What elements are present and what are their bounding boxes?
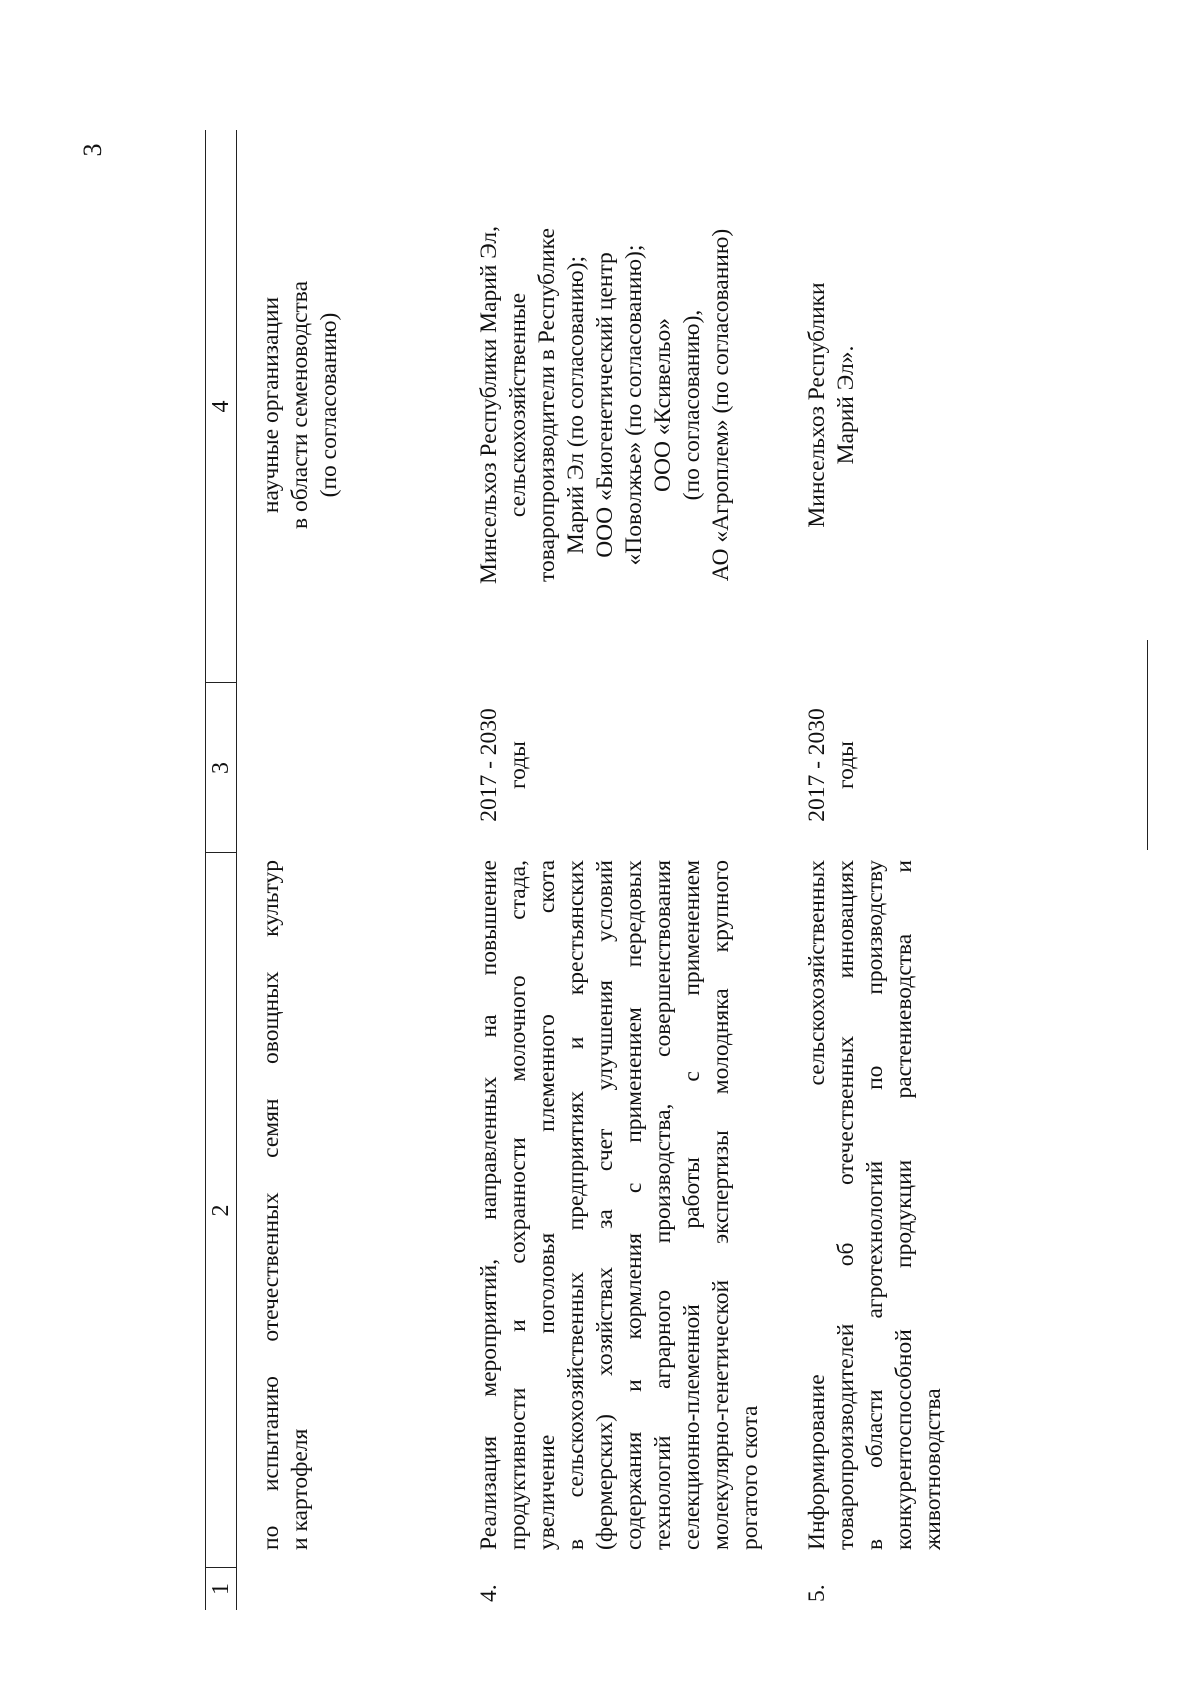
period-line: годы	[833, 741, 859, 789]
table-header-row	[205, 130, 237, 1610]
description-line: (фермерских) хозяйствах за счет улучшения условий	[592, 860, 618, 1550]
description-line: увеличение поголовья племенного скота	[534, 860, 560, 1550]
period-line: годы	[505, 741, 531, 789]
description-line: в сельскохозяйственных предприятиях и крестьянских	[563, 860, 589, 1550]
executor-line: Минсельхоз Республики	[804, 282, 830, 528]
description-line: товаропроизводителей об отечественных инновациях	[833, 860, 859, 1550]
description-line: содержания и кормления с применением передовых	[621, 860, 647, 1550]
row-number: 4.	[476, 1584, 502, 1602]
implementation-period	[475, 680, 533, 850]
measure-description	[803, 860, 948, 1550]
executor-line: сельскохозяйственные	[505, 292, 531, 518]
description-line: Реализация мероприятий, направленных на повышение	[476, 860, 502, 1550]
executor-line: (по согласованию)	[316, 312, 342, 498]
executor-line: Марий Эл».	[833, 345, 859, 465]
description-line: Информирование сельскохозяйственных	[804, 860, 830, 1550]
header-col-1: 1	[206, 1567, 236, 1610]
description-line: конкурентоспособной продукции растениеводства и	[891, 860, 917, 1550]
executor-line: «Поволжье» (по согласованию);	[621, 244, 647, 566]
measure-description	[475, 860, 765, 1550]
description-line: в области агротехнологий по производству	[862, 860, 888, 1550]
executor-line: (по согласованию),	[679, 309, 705, 501]
responsible-executors	[803, 135, 861, 675]
header-col-2: 2	[206, 852, 236, 1568]
measure-description	[257, 860, 315, 1550]
executor-line: в области семеноводства	[287, 280, 313, 530]
description-line: и картофеля	[287, 1428, 313, 1550]
description-line: рогатого скота	[737, 1405, 763, 1550]
executor-line: Минсельхоз Республики Марий Эл,	[476, 225, 502, 585]
executor-line: Марий Эл (по согласованию);	[563, 255, 589, 555]
rotated-table-container	[205, 130, 1105, 1610]
description-line: молекулярно-генетической экспертизы молодняка крупного	[708, 860, 734, 1550]
responsible-executors	[475, 135, 736, 675]
description-line: продуктивности и сохранности молочного стада,	[505, 860, 531, 1550]
description-line: технологий аграрного производства, совершенствования	[650, 860, 676, 1550]
description-line: животноводства	[920, 1388, 946, 1550]
implementation-period	[803, 680, 861, 850]
executor-line: ООО «Ксивельо»	[650, 318, 676, 492]
executor-line: научные организации	[258, 296, 284, 514]
period-line: 2017 - 2030	[804, 708, 830, 822]
executor-line: товаропроизводители в Республике	[534, 228, 560, 582]
responsible-executors	[257, 135, 344, 675]
executor-line: АО «Агроплем» (по согласованию)	[708, 228, 734, 582]
header-col-4: 4	[208, 400, 234, 413]
executor-line: ООО «Биогенетический центр	[592, 252, 618, 558]
description-line: по испытанию отечественных семян овощных культур	[258, 860, 284, 1550]
description-line: селекционно-племенной работы с применением	[679, 860, 705, 1550]
row-number: 5.	[804, 1584, 830, 1602]
period-line: 2017 - 2030	[476, 708, 502, 822]
page-number: 3	[78, 143, 107, 157]
header-col-3: 3	[206, 682, 236, 853]
end-divider-line	[1147, 640, 1148, 850]
